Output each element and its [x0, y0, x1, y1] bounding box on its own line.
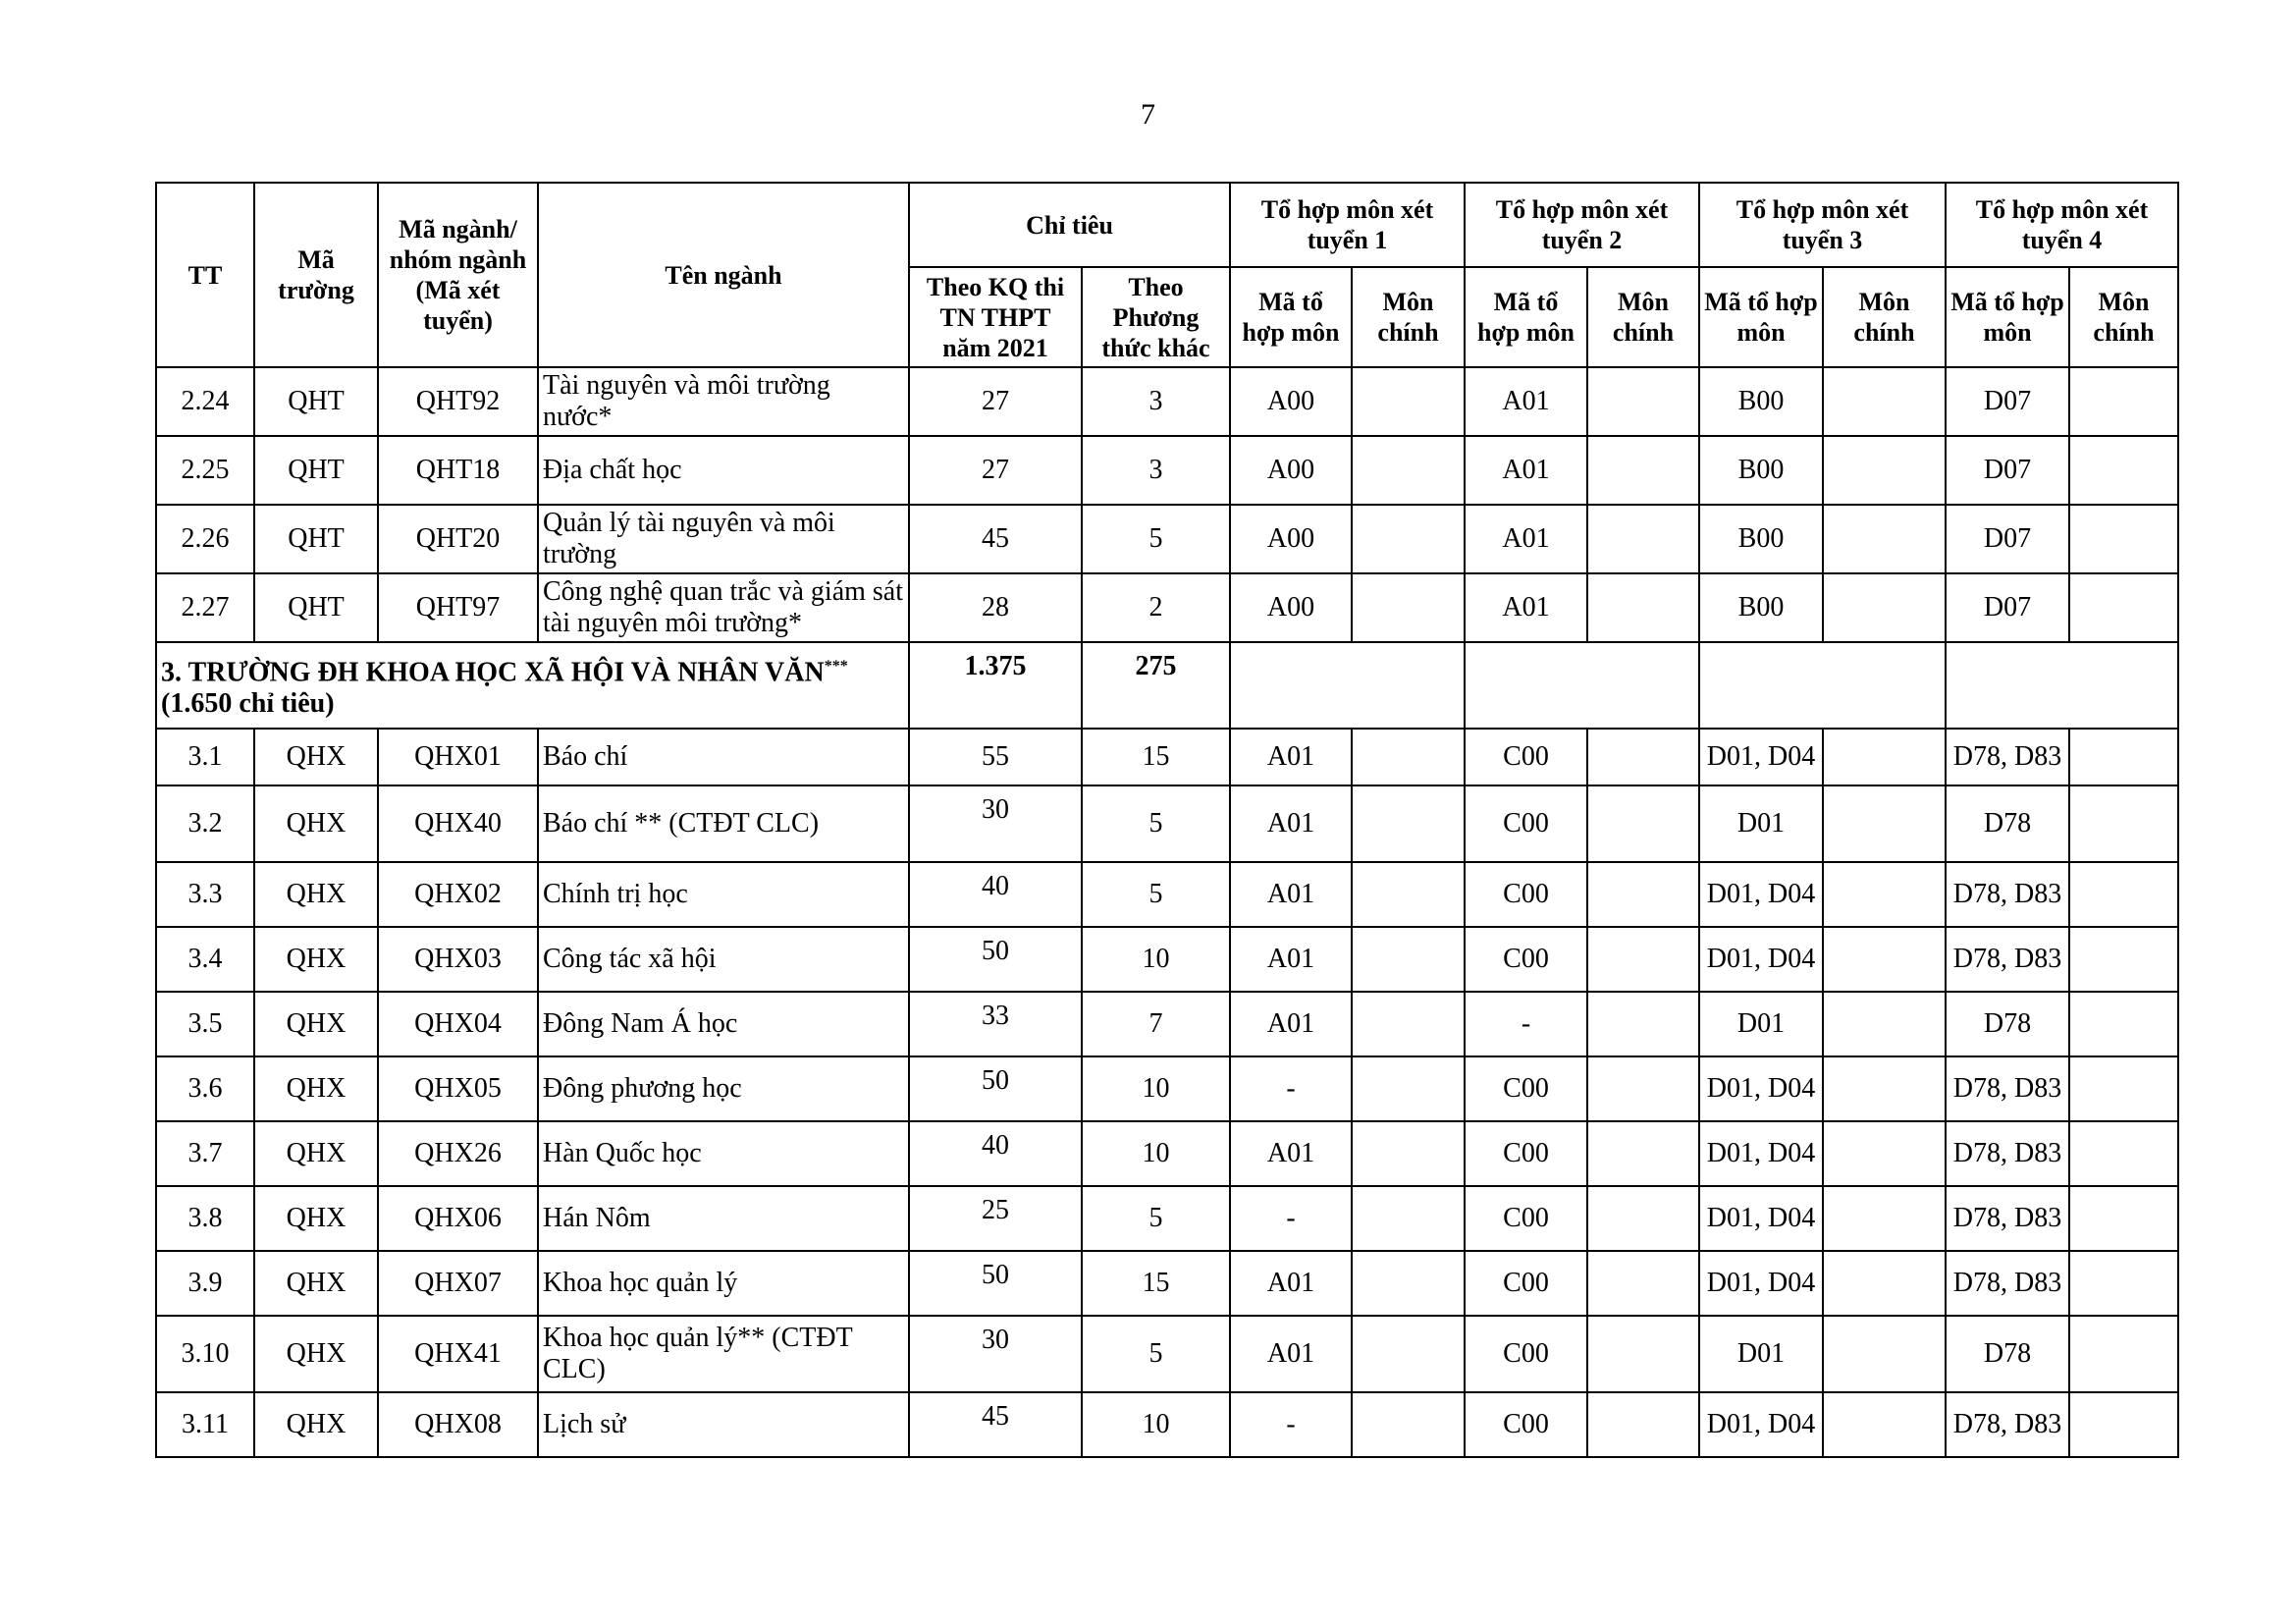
- header-ma-nganh: Mã ngành/ nhóm ngành (Mã xét tuyển): [378, 183, 538, 367]
- cell-kq: 50: [909, 1251, 1082, 1316]
- cell-th2: C00: [1465, 729, 1587, 785]
- cell-kq: 28: [909, 573, 1082, 642]
- header-ten-nganh: Tên ngành: [538, 183, 909, 367]
- cell-mon-chinh: [2069, 785, 2178, 862]
- header-to-hop-1: Tổ hợp môn xét tuyển 1: [1230, 183, 1465, 267]
- cell-th3: B00: [1699, 436, 1823, 505]
- header-theo-kq: Theo KQ thi TN THPT năm 2021: [909, 267, 1082, 367]
- cell-th1: A00: [1230, 436, 1352, 505]
- section-subtitle: (1.650 chỉ tiêu): [161, 688, 335, 720]
- cell-th1: -: [1230, 1392, 1352, 1457]
- cell-kq: 50: [909, 1056, 1082, 1121]
- cell-th4: D78, D83: [1946, 1186, 2069, 1251]
- cell-th4: D78: [1946, 785, 2069, 862]
- cell-pt: 3: [1082, 367, 1230, 436]
- cell-kq: 30: [909, 785, 1082, 862]
- cell-th2: C00: [1465, 862, 1587, 927]
- cell-truong: QHT: [254, 573, 378, 642]
- cell-tt: 2.24: [156, 367, 254, 436]
- cell-truong: QHX: [254, 1251, 378, 1316]
- table-row: [156, 436, 2178, 505]
- cell-mon-chinh: [1352, 927, 1465, 992]
- cell-mon-chinh: [2069, 1056, 2178, 1121]
- cell-mon-chinh: [2069, 992, 2178, 1056]
- section-empty: [1699, 642, 1946, 729]
- header-to-hop-3: Tổ hợp môn xét tuyển 3: [1699, 183, 1946, 267]
- cell-th4: D78, D83: [1946, 1121, 2069, 1186]
- cell-mon-chinh: [1587, 785, 1699, 862]
- cell-th3: D01, D04: [1699, 1186, 1823, 1251]
- cell-pt: 2: [1082, 573, 1230, 642]
- cell-ten: Chính trị học: [538, 862, 909, 927]
- cell-ma: QHT18: [378, 436, 538, 505]
- cell-th3: D01, D04: [1699, 862, 1823, 927]
- cell-mon-chinh: [1823, 729, 1946, 785]
- header-row-1: [156, 183, 2178, 267]
- cell-th4: D78, D83: [1946, 1251, 2069, 1316]
- admissions-table: [155, 182, 2179, 1458]
- cell-th1: A01: [1230, 1316, 1352, 1392]
- cell-th4: D78: [1946, 992, 2069, 1056]
- cell-th1: A01: [1230, 992, 1352, 1056]
- cell-ma: QHX08: [378, 1392, 538, 1457]
- cell-kq: 27: [909, 367, 1082, 436]
- cell-th2: A01: [1465, 367, 1587, 436]
- cell-th1: -: [1230, 1186, 1352, 1251]
- table-row: [156, 992, 2178, 1056]
- cell-pt: 5: [1082, 1316, 1230, 1392]
- cell-pt: 3: [1082, 436, 1230, 505]
- cell-mon-chinh: [2069, 927, 2178, 992]
- cell-truong: QHX: [254, 1392, 378, 1457]
- cell-ten: Khoa học quản lý** (CTĐT CLC): [538, 1316, 909, 1392]
- cell-th3: B00: [1699, 367, 1823, 436]
- cell-kq: 27: [909, 436, 1082, 505]
- cell-th2: A01: [1465, 505, 1587, 573]
- table-row: [156, 1056, 2178, 1121]
- cell-pt: 10: [1082, 927, 1230, 992]
- table-row: [156, 367, 2178, 436]
- section-title-sup: ***: [824, 657, 848, 675]
- cell-mon-chinh: [1352, 1186, 1465, 1251]
- header-ma-to-hop: Mã tổ hợp môn: [1946, 267, 2069, 367]
- cell-ten: Hàn Quốc học: [538, 1121, 909, 1186]
- cell-ma: QHX40: [378, 785, 538, 862]
- cell-tt: 2.25: [156, 436, 254, 505]
- cell-ma: QHT20: [378, 505, 538, 573]
- cell-ten: Hán Nôm: [538, 1186, 909, 1251]
- cell-mon-chinh: [1823, 1121, 1946, 1186]
- cell-th2: C00: [1465, 785, 1587, 862]
- section-pt: 275: [1082, 642, 1230, 729]
- cell-mon-chinh: [1587, 1251, 1699, 1316]
- table-row: [156, 1316, 2178, 1392]
- cell-tt: 3.8: [156, 1186, 254, 1251]
- cell-ma: QHX04: [378, 992, 538, 1056]
- cell-truong: QHX: [254, 1056, 378, 1121]
- header-ma-to-hop: Mã tổ hợp môn: [1230, 267, 1352, 367]
- cell-th4: D07: [1946, 367, 2069, 436]
- cell-th4: D78, D83: [1946, 862, 2069, 927]
- cell-th2: C00: [1465, 1121, 1587, 1186]
- cell-mon-chinh: [1352, 436, 1465, 505]
- cell-kq: 25: [909, 1186, 1082, 1251]
- cell-mon-chinh: [1823, 367, 1946, 436]
- cell-th3: D01, D04: [1699, 1251, 1823, 1316]
- cell-ma: QHX03: [378, 927, 538, 992]
- cell-th3: B00: [1699, 573, 1823, 642]
- cell-mon-chinh: [1352, 367, 1465, 436]
- header-to-hop-2: Tổ hợp môn xét tuyển 2: [1465, 183, 1699, 267]
- cell-pt: 5: [1082, 862, 1230, 927]
- cell-mon-chinh: [1587, 992, 1699, 1056]
- cell-ma: QHX41: [378, 1316, 538, 1392]
- cell-truong: QHX: [254, 927, 378, 992]
- section-empty: [1946, 642, 2178, 729]
- cell-truong: QHX: [254, 992, 378, 1056]
- cell-mon-chinh: [1823, 1056, 1946, 1121]
- section-kq: 1.375: [909, 642, 1082, 729]
- header-ma-to-hop: Mã tổ hợp môn: [1699, 267, 1823, 367]
- cell-th4: D07: [1946, 505, 2069, 573]
- cell-tt: 2.26: [156, 505, 254, 573]
- cell-mon-chinh: [1587, 1186, 1699, 1251]
- cell-th3: D01: [1699, 1316, 1823, 1392]
- cell-tt: 3.6: [156, 1056, 254, 1121]
- header-mon-chinh: Môn chính: [1823, 267, 1946, 367]
- cell-th1: A01: [1230, 785, 1352, 862]
- cell-th3: D01: [1699, 785, 1823, 862]
- cell-mon-chinh: [1352, 729, 1465, 785]
- cell-th2: C00: [1465, 1056, 1587, 1121]
- cell-ten: Báo chí ** (CTĐT CLC): [538, 785, 909, 862]
- cell-pt: 7: [1082, 992, 1230, 1056]
- cell-mon-chinh: [2069, 1186, 2178, 1251]
- cell-ten: Đông phương học: [538, 1056, 909, 1121]
- cell-ten: Quản lý tài nguyên và môi trường: [538, 505, 909, 573]
- cell-ma: QHT97: [378, 573, 538, 642]
- table-row: [156, 573, 2178, 642]
- cell-th2: C00: [1465, 1316, 1587, 1392]
- header-mon-chinh: Môn chính: [2069, 267, 2178, 367]
- cell-th2: C00: [1465, 1251, 1587, 1316]
- cell-mon-chinh: [1352, 1121, 1465, 1186]
- cell-th3: D01, D04: [1699, 729, 1823, 785]
- table-row: [156, 1392, 2178, 1457]
- table-row: [156, 1251, 2178, 1316]
- cell-tt: 3.11: [156, 1392, 254, 1457]
- cell-tt: 3.3: [156, 862, 254, 927]
- cell-mon-chinh: [1352, 992, 1465, 1056]
- cell-mon-chinh: [1587, 573, 1699, 642]
- cell-kq: 30: [909, 1316, 1082, 1392]
- cell-ten: Báo chí: [538, 729, 909, 785]
- cell-mon-chinh: [1823, 992, 1946, 1056]
- cell-mon-chinh: [1823, 1316, 1946, 1392]
- cell-pt: 15: [1082, 1251, 1230, 1316]
- header-mon-chinh: Môn chính: [1352, 267, 1465, 367]
- cell-truong: QHX: [254, 729, 378, 785]
- table-row: [156, 505, 2178, 573]
- cell-mon-chinh: [1823, 436, 1946, 505]
- cell-ma: QHX02: [378, 862, 538, 927]
- cell-truong: QHX: [254, 1186, 378, 1251]
- cell-mon-chinh: [1823, 785, 1946, 862]
- cell-th1: A01: [1230, 729, 1352, 785]
- cell-mon-chinh: [1587, 729, 1699, 785]
- cell-th2: C00: [1465, 927, 1587, 992]
- table-row: [156, 1186, 2178, 1251]
- cell-th3: D01, D04: [1699, 1121, 1823, 1186]
- cell-tt: 2.27: [156, 573, 254, 642]
- cell-ma: QHX05: [378, 1056, 538, 1121]
- header-ma-to-hop: Mã tổ hợp môn: [1465, 267, 1587, 367]
- header-ma-truong: Mã trường: [254, 183, 378, 367]
- cell-mon-chinh: [1587, 1056, 1699, 1121]
- table-row: [156, 1121, 2178, 1186]
- cell-mon-chinh: [1823, 927, 1946, 992]
- cell-th4: D78, D83: [1946, 927, 2069, 992]
- cell-kq: 45: [909, 505, 1082, 573]
- cell-ten: Đông Nam Á học: [538, 992, 909, 1056]
- cell-mon-chinh: [1823, 1392, 1946, 1457]
- cell-kq: 33: [909, 992, 1082, 1056]
- cell-mon-chinh: [1823, 573, 1946, 642]
- cell-mon-chinh: [1352, 1251, 1465, 1316]
- table-row: [156, 927, 2178, 992]
- cell-th4: D78, D83: [1946, 1392, 2069, 1457]
- cell-th3: D01: [1699, 992, 1823, 1056]
- cell-tt: 3.10: [156, 1316, 254, 1392]
- section-empty: [1230, 642, 1465, 729]
- header-theo-pt: Theo Phương thức khác: [1082, 267, 1230, 367]
- cell-mon-chinh: [1352, 1056, 1465, 1121]
- cell-mon-chinh: [1352, 573, 1465, 642]
- cell-tt: 3.1: [156, 729, 254, 785]
- header-tt: TT: [156, 183, 254, 367]
- cell-pt: 5: [1082, 505, 1230, 573]
- cell-th1: A00: [1230, 367, 1352, 436]
- cell-mon-chinh: [2069, 1316, 2178, 1392]
- cell-mon-chinh: [1587, 505, 1699, 573]
- cell-ten: Lịch sử: [538, 1392, 909, 1457]
- cell-mon-chinh: [1352, 1316, 1465, 1392]
- cell-mon-chinh: [1587, 367, 1699, 436]
- cell-ten: Khoa học quản lý: [538, 1251, 909, 1316]
- cell-th1: A00: [1230, 505, 1352, 573]
- header-to-hop-4: Tổ hợp môn xét tuyển 4: [1946, 183, 2178, 267]
- cell-mon-chinh: [1823, 862, 1946, 927]
- cell-mon-chinh: [1823, 1251, 1946, 1316]
- cell-mon-chinh: [2069, 862, 2178, 927]
- cell-mon-chinh: [2069, 1251, 2178, 1316]
- cell-mon-chinh: [2069, 1392, 2178, 1457]
- cell-th3: D01, D04: [1699, 1056, 1823, 1121]
- section-title: [156, 642, 909, 729]
- cell-kq: 40: [909, 862, 1082, 927]
- cell-ma: QHX26: [378, 1121, 538, 1186]
- cell-truong: QHX: [254, 1316, 378, 1392]
- cell-mon-chinh: [1352, 862, 1465, 927]
- cell-th2: C00: [1465, 1186, 1587, 1251]
- cell-th2: C00: [1465, 1392, 1587, 1457]
- cell-mon-chinh: [1587, 1392, 1699, 1457]
- cell-tt: 3.2: [156, 785, 254, 862]
- cell-truong: QHT: [254, 367, 378, 436]
- cell-mon-chinh: [1587, 862, 1699, 927]
- cell-mon-chinh: [1352, 785, 1465, 862]
- cell-th2: A01: [1465, 573, 1587, 642]
- cell-pt: 10: [1082, 1392, 1230, 1457]
- cell-ma: QHT92: [378, 367, 538, 436]
- cell-mon-chinh: [2069, 436, 2178, 505]
- cell-th1: -: [1230, 1056, 1352, 1121]
- cell-mon-chinh: [1823, 505, 1946, 573]
- cell-tt: 3.7: [156, 1121, 254, 1186]
- cell-mon-chinh: [1352, 505, 1465, 573]
- cell-mon-chinh: [1587, 436, 1699, 505]
- cell-pt: 15: [1082, 729, 1230, 785]
- cell-ma: QHX06: [378, 1186, 538, 1251]
- cell-mon-chinh: [1823, 1186, 1946, 1251]
- cell-mon-chinh: [1352, 1392, 1465, 1457]
- cell-mon-chinh: [2069, 505, 2178, 573]
- cell-truong: QHX: [254, 862, 378, 927]
- section-empty: [1465, 642, 1699, 729]
- cell-tt: 3.5: [156, 992, 254, 1056]
- cell-tt: 3.9: [156, 1251, 254, 1316]
- cell-ten: Công tác xã hội: [538, 927, 909, 992]
- cell-th3: D01, D04: [1699, 927, 1823, 992]
- cell-ten: Địa chất học: [538, 436, 909, 505]
- cell-mon-chinh: [1587, 1316, 1699, 1392]
- cell-th2: A01: [1465, 436, 1587, 505]
- cell-kq: 55: [909, 729, 1082, 785]
- header-chi-tieu: Chỉ tiêu: [909, 183, 1230, 267]
- table-row: [156, 785, 2178, 862]
- cell-ma: QHX01: [378, 729, 538, 785]
- cell-th1: A01: [1230, 862, 1352, 927]
- cell-th4: D07: [1946, 573, 2069, 642]
- cell-th1: A01: [1230, 927, 1352, 992]
- cell-truong: QHT: [254, 436, 378, 505]
- table-row: [156, 729, 2178, 785]
- cell-th1: A01: [1230, 1251, 1352, 1316]
- cell-mon-chinh: [2069, 1121, 2178, 1186]
- cell-mon-chinh: [1587, 1121, 1699, 1186]
- cell-mon-chinh: [2069, 573, 2178, 642]
- cell-truong: QHX: [254, 1121, 378, 1186]
- cell-kq: 50: [909, 927, 1082, 992]
- cell-pt: 5: [1082, 785, 1230, 862]
- header-mon-chinh: Môn chính: [1587, 267, 1699, 367]
- cell-truong: QHT: [254, 505, 378, 573]
- section-title-text: 3. TRƯỜNG ĐH KHOA HỌC XÃ HỘI VÀ NHÂN VĂN: [161, 657, 825, 688]
- table-row: [156, 862, 2178, 927]
- cell-th4: D78, D83: [1946, 729, 2069, 785]
- cell-th1: A00: [1230, 573, 1352, 642]
- cell-pt: 10: [1082, 1056, 1230, 1121]
- section-row: [156, 642, 2178, 729]
- cell-pt: 5: [1082, 1186, 1230, 1251]
- page-number: 7: [1141, 98, 1155, 131]
- cell-th3: B00: [1699, 505, 1823, 573]
- cell-th3: D01, D04: [1699, 1392, 1823, 1457]
- cell-mon-chinh: [1587, 927, 1699, 992]
- cell-kq: 40: [909, 1121, 1082, 1186]
- cell-kq: 45: [909, 1392, 1082, 1457]
- cell-ten: Tài nguyên và môi trường nước*: [538, 367, 909, 436]
- cell-th4: D78, D83: [1946, 1056, 2069, 1121]
- cell-ten: Công nghệ quan trắc và giám sát tài nguyên môi trường*: [538, 573, 909, 642]
- cell-th2: -: [1465, 992, 1587, 1056]
- cell-truong: QHX: [254, 785, 378, 862]
- cell-ma: QHX07: [378, 1251, 538, 1316]
- cell-th1: A01: [1230, 1121, 1352, 1186]
- cell-pt: 10: [1082, 1121, 1230, 1186]
- cell-mon-chinh: [2069, 367, 2178, 436]
- cell-tt: 3.4: [156, 927, 254, 992]
- cell-th4: D78: [1946, 1316, 2069, 1392]
- cell-th4: D07: [1946, 436, 2069, 505]
- cell-mon-chinh: [2069, 729, 2178, 785]
